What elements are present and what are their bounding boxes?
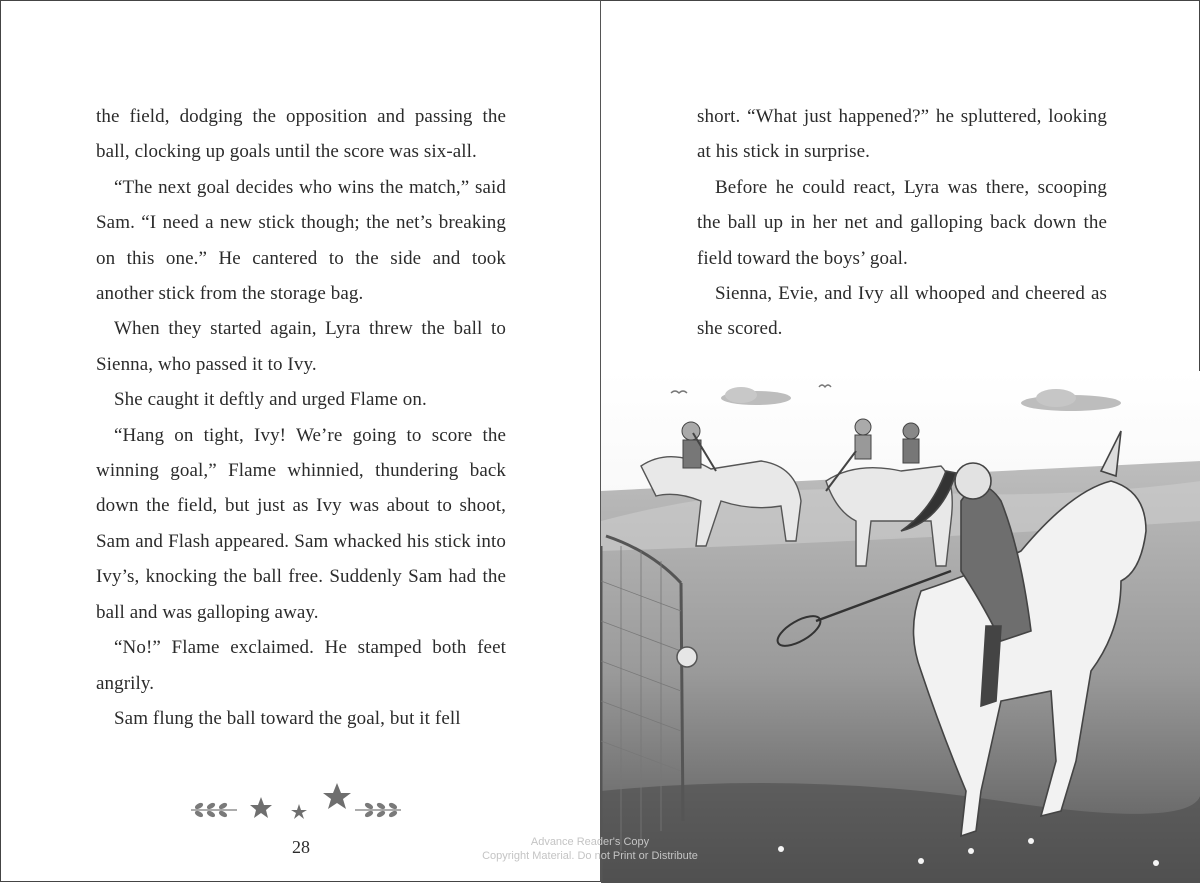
watermark-line: Copyright Material. Do not Print or Distribute [482,850,698,862]
right-page [600,0,1200,882]
paragraph: short. “What just happened?” he spluttered, looking at his stick in surprise. [697,106,1107,163]
paragraph: Sienna, Evie, and Ivy all whooped and cheered as she scored. [697,283,1107,340]
watermark [420,835,760,863]
watermark-line: Advance Reader's Copy [530,836,650,848]
paragraph: the field, dodging the opposition and passing the ball, clocking up goals until the score was six-all. [96,106,506,163]
paragraph: Before he could react, Lyra was there, scooping the ball up in her net and galloping back down the field toward the boys’ goal. [697,176,1107,269]
paragraph: “The next goal decides who wins the match,” said Sam. “I need a new stick though; the net’s breaking on this one.” He cantered to the side and took another stick from the storage bag. [96,176,506,305]
right-page-text [697,99,1107,347]
paragraph: Sam flung the ball toward the goal, but it fell [114,707,461,729]
paragraph: When they started again, Lyra threw the ball to Sienna, who passed it to Ivy. [96,318,506,375]
left-page [0,0,600,882]
paragraph: “No!” Flame exclaimed. He stamped both feet angrily. [96,637,506,694]
unicorn-polocrosse-illustration-icon [601,371,1200,883]
left-page-text [96,99,506,736]
paragraph: She caught it deftly and urged Flame on. [114,389,427,411]
stars-and-leaves-ornament-icon [181,777,411,827]
page-number: 28 [292,837,310,857]
paragraph: “Hang on tight, Ivy! We’re going to score the winning goal,” Flame whinnied, thundering back down the field, but just as Ivy was about to shoot, Sam and Flash appeared. Sam whacked his stick into Ivy’s, knocking the ball free. Suddenly Sam had the ball and was galloping away. [96,424,506,623]
